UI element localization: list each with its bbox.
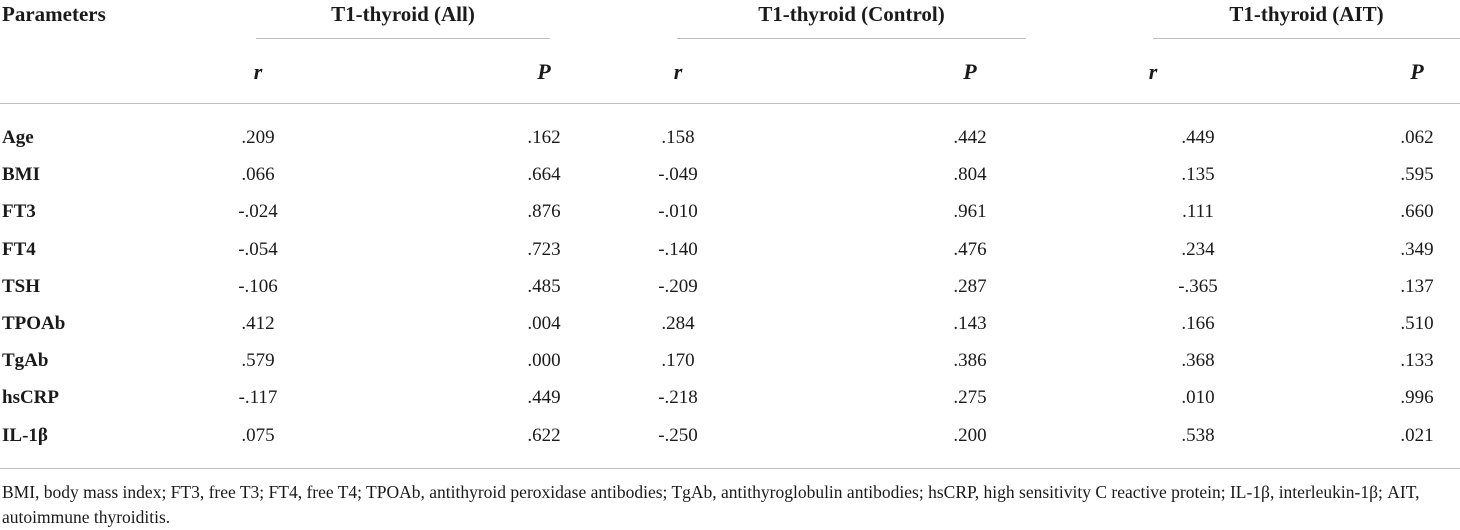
table-cell: .622 (527, 424, 561, 446)
table-cell: .275 (953, 387, 987, 409)
row-label: BMI (2, 164, 40, 186)
table-row (0, 156, 1460, 193)
table-cell: .000 (527, 350, 561, 372)
subheader-r-ait: r (1148, 59, 1158, 84)
table-cell: .660 (1400, 201, 1434, 223)
table-cell: -.054 (238, 238, 278, 260)
table-cell: .961 (953, 201, 987, 223)
table-cell: -.117 (238, 387, 278, 409)
table-row (0, 193, 1460, 230)
table-row (0, 268, 1460, 305)
table-cell: .066 (241, 164, 275, 186)
group-title-ait: T1-thyroid (AIT) (1229, 2, 1384, 26)
table-row (0, 119, 1460, 156)
row-label: IL-1β (2, 424, 48, 446)
table-cell: -.140 (658, 238, 698, 260)
table-cell: .200 (953, 424, 987, 446)
row-label: TPOAb (2, 313, 66, 334)
table-cell: .595 (1400, 164, 1434, 186)
table-cell: -.049 (658, 164, 698, 186)
table-cell: .349 (1400, 238, 1434, 260)
group-title-all: T1-thyroid (All) (331, 2, 475, 26)
subheader-p-control: P (963, 59, 977, 84)
table-cell: .723 (527, 238, 561, 260)
table-bottom-rule (0, 468, 1460, 469)
table-cell: .412 (241, 313, 275, 334)
table-cell: .158 (661, 127, 695, 148)
table-cell: .010 (1181, 387, 1215, 409)
group-underline-all (256, 38, 550, 39)
row-label: FT3 (2, 201, 36, 223)
group-underline-ait (1153, 38, 1460, 39)
table-row (0, 305, 1460, 342)
table-cell: .143 (953, 313, 987, 334)
table-cell: -.106 (238, 275, 278, 297)
table-footnote: BMI, body mass index; FT3, free T3; FT4, free T4; TPOAb, antithyroid peroxidase antibodies; TgAb, antithyroglobulin antibodies; hsCRP, high sensitivity C reactive protein; IL-1β, interleukin-1β; AIT, autoimmune thyroiditis. (2, 482, 1420, 527)
table-cell: .004 (527, 313, 561, 334)
table-cell: .664 (527, 164, 561, 186)
table-cell: -.250 (658, 424, 698, 446)
table-cell: -.010 (658, 201, 698, 223)
table-cell: .538 (1181, 424, 1215, 446)
table-cell: .137 (1400, 275, 1434, 297)
table-cell: .485 (527, 275, 561, 297)
table-cell: .284 (661, 313, 695, 334)
table-cell: .166 (1181, 313, 1215, 334)
table-cell: .234 (1181, 238, 1215, 260)
subheader-r-control: r (673, 59, 683, 84)
table-cell: .209 (241, 127, 275, 148)
table-cell: -.209 (658, 275, 698, 297)
row-label: FT4 (2, 238, 36, 260)
table-row (0, 417, 1460, 454)
table-cell: -.024 (238, 201, 278, 223)
table-cell: .386 (953, 350, 987, 372)
table-row (0, 231, 1460, 268)
table-cell: .804 (953, 164, 987, 186)
row-label: TSH (2, 275, 41, 297)
table-cell: .876 (527, 201, 561, 223)
table-cell: -.218 (658, 387, 698, 409)
table-cell: .368 (1181, 350, 1215, 372)
header-bottom-rule (0, 103, 1460, 104)
table-row (0, 379, 1460, 416)
table-cell: .111 (1182, 201, 1214, 223)
table-cell: .449 (527, 387, 561, 409)
row-label: TgAb (2, 350, 49, 372)
table-cell: -.365 (1178, 275, 1218, 297)
table-cell: .135 (1181, 164, 1215, 186)
table-row (0, 342, 1460, 379)
subheader-p-ait: P (1410, 59, 1424, 84)
table-cell: .579 (241, 350, 275, 372)
table-cell: .133 (1400, 350, 1434, 372)
subheader-r-all: r (253, 59, 263, 84)
table-cell: .021 (1400, 424, 1434, 446)
row-label: hsCRP (2, 387, 60, 409)
table-cell: .510 (1400, 313, 1434, 334)
table-cell: .170 (661, 350, 695, 372)
table-cell: .162 (527, 127, 561, 148)
table-cell: .476 (953, 238, 987, 260)
subheader-p-all: P (537, 59, 551, 84)
row-label: Age (2, 127, 34, 148)
group-title-control: T1-thyroid (Control) (758, 2, 945, 26)
parameters-header: Parameters (2, 2, 106, 26)
table-cell: .996 (1400, 387, 1434, 409)
table-cell: .075 (241, 424, 275, 446)
table-cell: .449 (1181, 127, 1215, 148)
table-cell: .287 (953, 275, 987, 297)
table-cell: .062 (1400, 127, 1434, 148)
table-cell: .442 (953, 127, 987, 148)
group-underline-control (677, 38, 1026, 39)
